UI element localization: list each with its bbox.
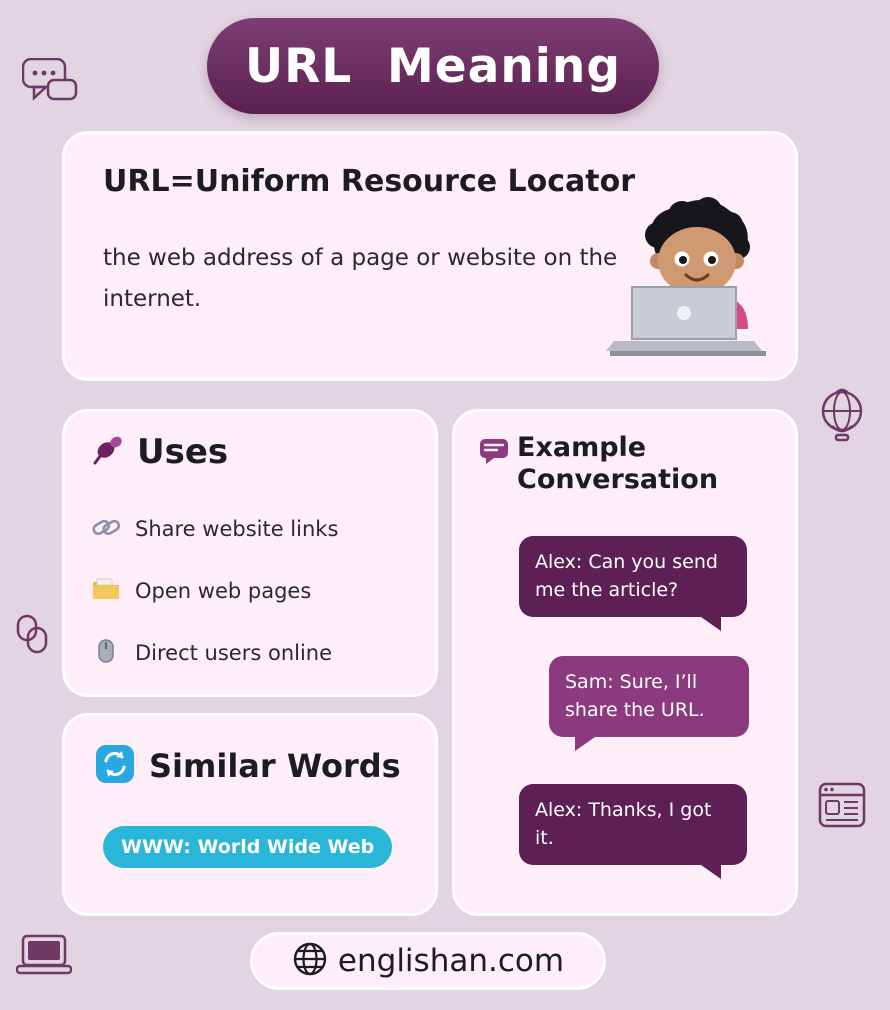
chat-bubble: Alex: Thanks, I got it. <box>519 784 747 865</box>
computer-mouse-icon <box>91 636 121 670</box>
conversation-heading: Example Conversation <box>517 432 719 496</box>
footer-text: englishan.com <box>337 943 565 979</box>
chat-bubble: Sam: Sure, I’ll share the URL. <box>549 656 749 737</box>
uses-list <box>91 498 421 684</box>
uses-heading-text: Uses <box>137 432 229 472</box>
chain-link-icon <box>12 612 52 656</box>
list-item <box>91 498 421 560</box>
link-icon <box>91 512 121 546</box>
file-folder-icon <box>91 574 121 608</box>
page-title <box>207 18 659 114</box>
pushpin-icon <box>91 433 125 471</box>
definition-heading: URL=Uniform Resource Locator <box>103 164 636 199</box>
list-item-label: Direct users online <box>135 641 333 665</box>
list-item-label: Share website links <box>135 517 339 541</box>
example-conversation-card <box>452 409 798 916</box>
uses-heading <box>91 432 228 472</box>
footer-brand[interactable] <box>250 932 606 990</box>
list-item <box>91 560 421 622</box>
similar-words-card <box>62 713 438 916</box>
definition-card <box>62 131 798 381</box>
laptop-icon <box>16 932 72 978</box>
browser-window-icon <box>818 782 866 828</box>
definition-body: the web address of a page or website on the internet. <box>103 245 618 313</box>
globe-icon <box>292 941 328 981</box>
chat-bubbles-icon <box>22 58 78 102</box>
page-title-text: URL Meaning <box>244 38 622 94</box>
similar-words-heading <box>95 744 401 788</box>
list-item <box>91 622 421 684</box>
refresh-sync-icon <box>95 744 135 788</box>
similar-words-heading-text: Similar Words <box>149 747 401 785</box>
globe-stand-icon <box>812 386 872 446</box>
similar-word-chip: WWW: World Wide Web <box>103 826 392 868</box>
uses-card <box>62 409 438 697</box>
chat-bubble: Alex: Can you send me the article? <box>519 536 747 617</box>
kid-with-laptop-illustration <box>596 195 781 360</box>
list-item-label: Open web pages <box>135 579 312 603</box>
